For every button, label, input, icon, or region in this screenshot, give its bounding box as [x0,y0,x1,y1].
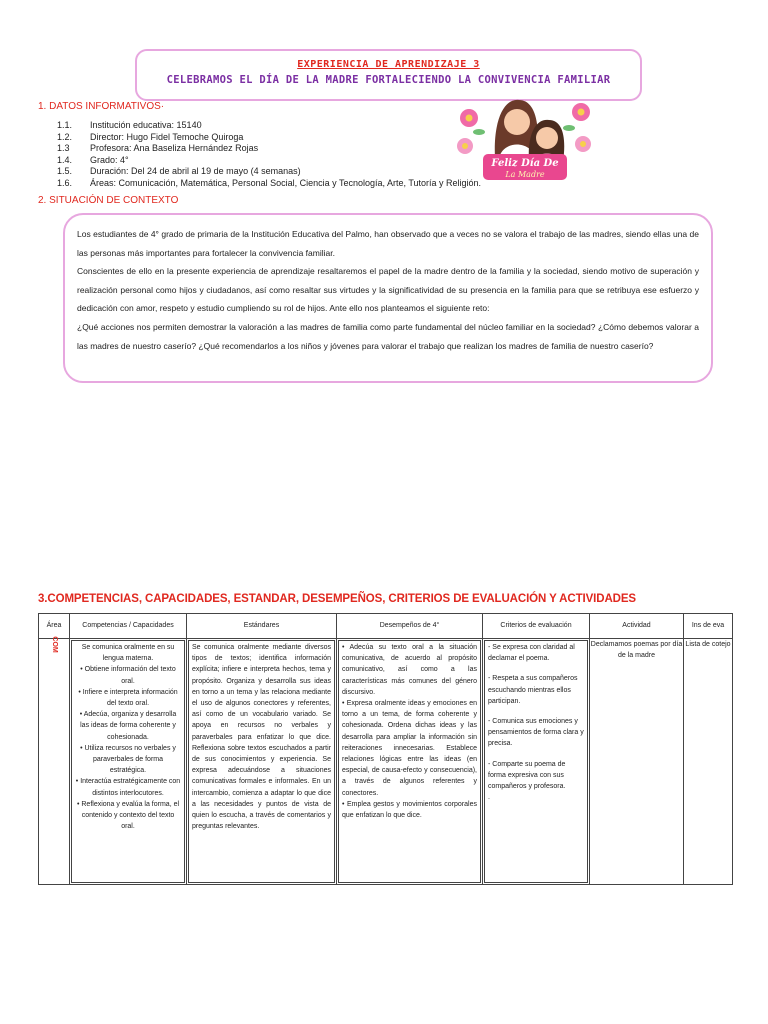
info-item: 1.3 Profesora: Ana Baseliza Hernández Rojas [57,143,259,154]
cell-area [39,636,70,885]
info-item: 1.4. Grado: 4° [57,154,129,165]
capacidad-item: • Obtiene información del texto oral. [80,666,176,685]
header-desempenos: Desempeños de 4° [337,614,483,639]
header-criterios: Criterios de evaluación [483,614,590,639]
criterio-item: - Respeta a sus compañeros escuchando mientras ellos participan. [488,675,578,705]
section2-heading: 2. SITUACIÓN DE CONTEXTO [38,195,179,206]
banner-line1: Feliz Día De [491,158,559,169]
capacidad-item: • Reflexiona y evalúa la forma, el contenido y contexto del texto oral. [76,800,180,831]
criterio-item: - Comunica sus emociones y pensamientos de forma clara y precisa. [488,718,584,748]
capacidad-item: • Adecúa, organiza y desarrolla las ideas de forma coherente y cohesionada. [79,711,177,741]
criterio-item: . [488,794,490,802]
desempeno-item: • Adecúa su texto oral a la situación comunicativa, de acuerdo al propósito comunicativo, así como a las características más comunes del género discursivo. [342,644,477,696]
header-competencias: Competencias / Capacidades [70,614,187,639]
cell-capacidades [70,639,187,885]
header-actividad: Actividad [590,614,684,639]
capacidad-item: • Interactúa estratégicamente con distintos interlocutores. [75,778,181,797]
criterio-item: - Se expresa con claridad al declamar el poema. [488,644,575,663]
capacidad-item: • Infiere e interpreta información del texto oral. [78,688,178,708]
context-paragraph: Conscientes de ello en la presente experiencia de aprendizaje resaltaremos el papel de la madre dentro de la familia y la sociedad, siendo motivo de superación y realización personal como hijos y ciudadanos, así como resaltar sus virtudes y la significatividad de su presencia en la familia para que se retribuya ese esfuerzo y dedicación con amor, respeto y estudio cumpliendo su rol de hijos. Ante ello nos planteamos el siguiente reto: [77,266,699,314]
info-item: 1.6. Áreas: Comunicación, Matemática, Personal Social, Ciencia y Tecnología, Arte, Tutoría y Religión. [57,177,482,188]
cell-actividad [590,639,684,885]
criterio-item: - Comparte su poema de forma expresiva con sus compañeros y profesora. [488,760,566,791]
info-list [57,120,517,190]
experience-title: EXPERIENCIA DE APRENDIZAJE 3 [297,59,480,70]
actividad-text: Declamamos poemas por día de la madre [590,641,683,660]
info-item: 1.1. Institución educativa: 15140 [57,120,202,130]
banner-line2: La Madre [505,170,545,179]
section1-heading: 1. DATOS INFORMATIVOS· [38,101,165,112]
header-instrumento: Ins de eva [684,614,733,639]
section3-heading: 3.COMPETENCIAS, CAPACIDADES, ESTANDAR, DESEMPEÑOS, CRITERIOS DE EVALUACIÓN Y ACTIVIDADES [38,593,637,605]
instrumento-text: Lista de cotejo [685,641,731,648]
context-box [63,213,713,383]
cell-estandar [187,639,337,885]
area-label: COM [50,636,58,653]
desempeno-item: • Emplea gestos y movimientos corporales que enfatizan lo que dice. [342,800,477,820]
capacidad-item: Se comunica oralmente en su lengua materna. [81,644,175,663]
mothers-day-illustration [455,88,593,184]
info-item: 1.2. Director: Hugo Fidel Temoche Quiroga [57,131,244,142]
table-row [39,639,733,885]
cell-instrumento [684,639,733,885]
experience-subtitle: CELEBRAMOS EL DÍA DE LA MADRE FORTALECIENDO LA CONVIVENCIA FAMILIAR [166,74,611,86]
context-paragraph: Los estudiantes de 4° grado de primaria de la Institución Educativa del Palmo, han observado que a veces no se valora el trabajo de las madres, siendo ellas una de las personas más importantes para fortalecer la convivencia familiar. [77,229,699,258]
info-item: 1.5. Duración: Del 24 de abril al 19 de mayo (4 semanas) [57,166,301,177]
estandar-text: Se comunica oralmente mediante diversos tipos de textos; identifica información explícita; infiere e interpreta hechos, tema y propósito. Organiza y desarrolla sus ideas en torno a un tema y las relaciona mediante el uso de algunos conectores y referentes, así como de un vocabulario variado. Se apoya en recursos no verbales y paraverbales para enfatizar lo que dice. Reflexiona sobre textos escuchados a partir de sus conocimientos y experiencia. Se expresa adecuándose a situaciones comunicativas formales e informales. En un intercambio, comienza a adaptar lo que dice a las necesidades y puntos de vista de quien lo escucha, a través de comentarios y preguntas relevantes. [188,640,335,883]
header-estandares: Estándares [187,614,337,639]
cell-criterios [483,639,590,885]
capacidad-item: • Utiliza recursos no verbales y paraverbales de forma estratégica. [80,744,176,775]
cell-desempenos [337,639,483,885]
header-area: Área [39,614,70,639]
desempeno-item: • Expresa oralmente ideas y emociones en torno a un tema, de forma coherente y cohesionada. Ordena dichas ideas y las desarrolla para ampliar la información sin reiteraciones innecesarias. Establece relaciones lógicas entre las ideas (en especial, de causa-efecto y consecuencia), a través de algunos referentes y conectores. [342,700,477,797]
table-header-row [39,614,733,639]
context-paragraph: ¿Qué acciones nos permiten demostrar la valoración a las madres de familia como parte fundamental del núcleo familiar en la sociedad? ¿Cómo debemos valorar a las madres de nuestro caserío? ¿Qué recomendarlos a los niños y jóvenes para valorar el trabajo que realizan los madres de familia de nuestro caserío? [77,321,699,351]
competencies-table [38,613,733,885]
